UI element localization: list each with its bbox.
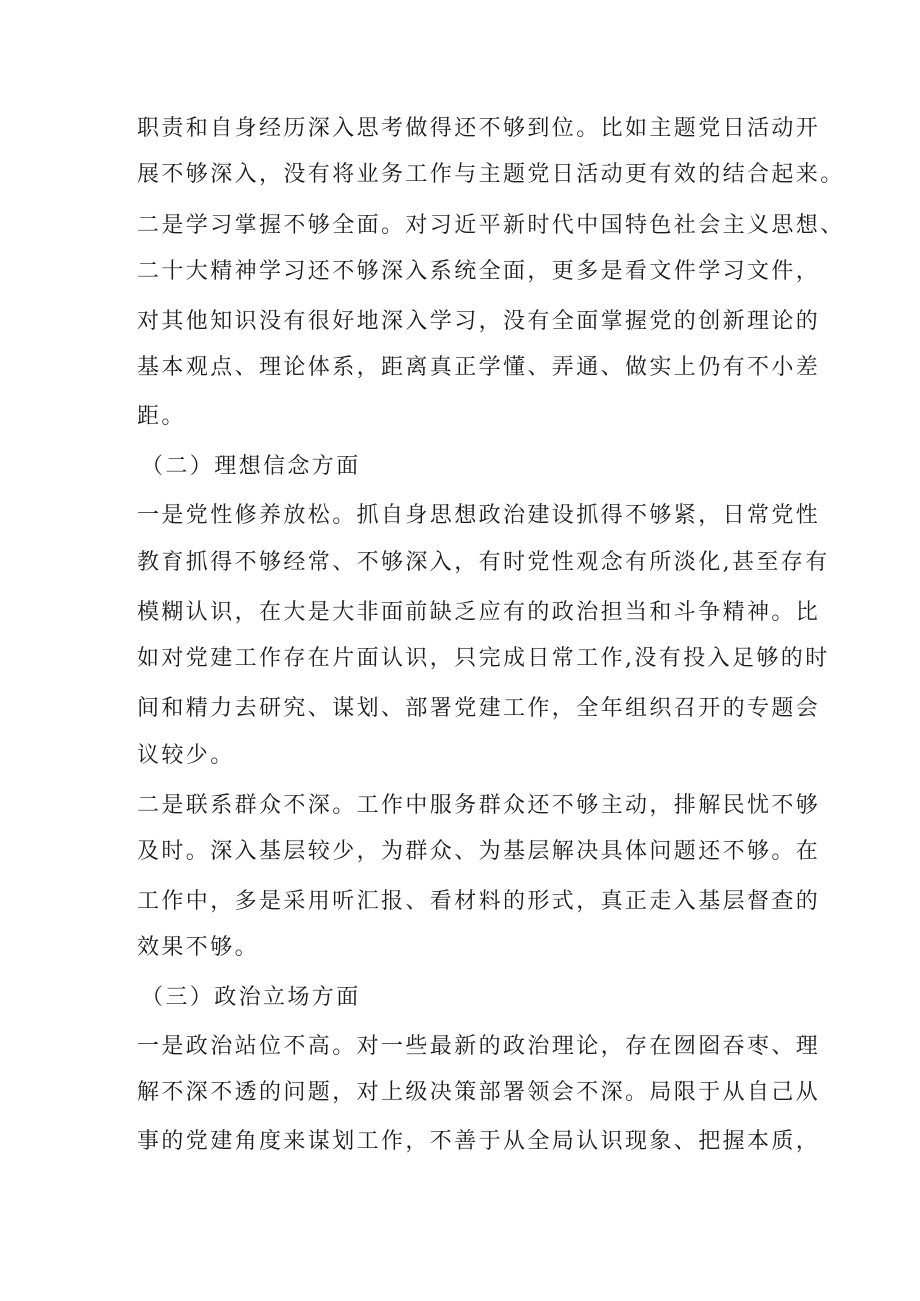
body-line-16: 及时。深入基层较少，为群众、为基层解决具体问题还不够。在 bbox=[137, 839, 821, 864]
body-line-9: 一是党性修养放松。抓自身思想政治建设抓得不够紧，日常党性 bbox=[137, 503, 821, 528]
body-line-20: 一是政治站位不高。对一些最新的政治理论，存在囫囵吞枣、理 bbox=[137, 1034, 821, 1059]
body-line-22: 事的党建角度来谋划工作，不善于从全局认识现象、把握本质， bbox=[137, 1129, 821, 1154]
body-line-1: 职责和自身经历深入思考做得还不够到位。比如主题党日活动开 bbox=[137, 116, 821, 141]
body-line-14: 议较少。 bbox=[137, 743, 235, 768]
body-line-13: 间和精力去研究、谋划、部署党建工作，全年组织召开的专题会 bbox=[137, 696, 821, 721]
section-heading-2: （二）理想信念方面 bbox=[141, 454, 361, 479]
body-line-6: 基本观点、理论体系，距离真正学懂、弄通、做实上仍有不小差 bbox=[137, 355, 821, 380]
body-line-21: 解不深不透的问题，对上级决策部署领会不深。局限于从自己从 bbox=[137, 1080, 821, 1105]
body-line-2: 展不够深入，没有将业务工作与主题党日活动更有效的结合起来。 bbox=[137, 162, 845, 187]
body-line-12: 如对党建工作存在片面认识，只完成日常工作,没有投入足够的时 bbox=[137, 646, 830, 671]
body-line-18: 效果不够。 bbox=[137, 935, 260, 960]
body-line-7: 距。 bbox=[137, 404, 186, 429]
body-line-3: 二是学习掌握不够全面。对习近平新时代中国特色社会主义思想、 bbox=[137, 213, 845, 238]
body-line-5: 对其他知识没有很好地深入学习，没有全面掌握党的创新理论的 bbox=[137, 309, 821, 334]
body-line-4: 二十大精神学习还不够深入系统全面，更多是看文件学习文件， bbox=[137, 259, 821, 284]
body-line-15: 二是联系群众不深。工作中服务群众还不够主动，排解民忧不够 bbox=[137, 793, 821, 818]
body-line-10: 教育抓得不够经常、不够深入，有时党性观念有所淡化,甚至存有 bbox=[137, 550, 830, 575]
section-heading-3: （三）政治立场方面 bbox=[141, 985, 361, 1010]
body-line-11: 模糊认识，在大是大非面前缺乏应有的政治担当和斗争精神。比 bbox=[137, 600, 821, 625]
body-line-17: 工作中，多是采用听汇报、看材料的形式，真正走入基层督查的 bbox=[137, 889, 821, 914]
